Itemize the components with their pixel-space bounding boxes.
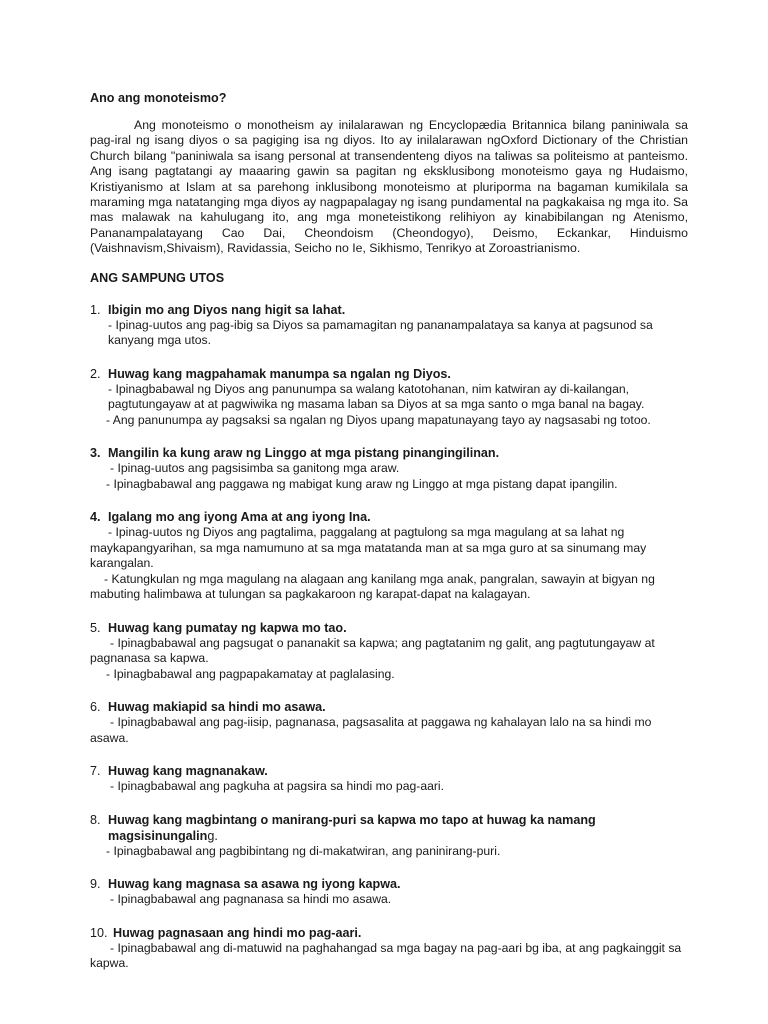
commandment-number: 2. xyxy=(90,366,101,381)
commandment-note: - Ipinagbabawal ang pagpapakamatay at paglalasing. xyxy=(106,666,395,681)
commandment-1 xyxy=(90,302,688,349)
commandments-list xyxy=(90,302,688,972)
commandment-7 xyxy=(90,763,688,795)
document-page xyxy=(90,90,688,989)
commandment-note: - Katungkulan ng mga magulang na alagaan ang kanilang mga anak, pangralan, sawayin at bigyan ng mabuting halimbawa at tulungan sa pagkakaroon ng karapat-dapat na kalagayan. xyxy=(90,571,655,602)
commandment-5 xyxy=(90,620,688,683)
commandment-title: Huwag kang magnasa sa asawa ng iyong kapwa. xyxy=(108,877,401,892)
commandment-note: - Ipinag-uutos ng Diyos ang pagtalima, paggalang at pagtulong sa mga magulang at sa lahat ng maykapangyarihan, sa mga namumuno at sa mga matatanda man at sa mga guro at sa sinumang may karangalan. xyxy=(90,525,647,571)
commandment-title: Huwag kang magbintang o manirang-puri sa kapwa mo tapo at huwag ka namang magsisinungalin xyxy=(108,812,596,843)
commandment-note: - Ipinagbabawal ang pagsugat o pananakit sa kapwa; ang pagtatanim ng galit, ang pagtutungayaw at pagnanasa sa kapwa. xyxy=(90,635,655,666)
commandment-note: - Ipinag-uutos ang pag-ibig sa Diyos sa pamamagitan ng pananampalataya sa kanya at pagsunod sa kanyang mga utos. xyxy=(108,317,653,348)
commandment-note: - Ipinagbabawal ang pagnanasa sa hindi mo asawa. xyxy=(110,892,392,907)
intro-paragraph: Ang monoteismo o monotheism ay inilalarawan ng Encyclopædia Britannica bilang paniniwala sa pag-iral ng isang diyos o sa pagiging isa ng diyos. Ito ay inilalarawan ngOxford Dictionary of the Christian Church bilang "paniniwala sa isang personal at transendenteng diyos na taliwas sa politeismo at panteismo. Ang isang pagtatangi ay maaaring gawin sa pagitan ng eksklusibong monoteismo gaya ng Hudaismo, Kristiyanismo at Islam at sa parehong inklusibong monoteismo at pluriporma na bagaman kumikilala sa maraming mga natatanging mga diyos ay nagpapalagay ng isang pundamental na pagkakaisa ng mga ito. Sa mas malawak na kahulugang ito, ang mga moneteistikong relihiyon ay kinabibilangan ng Atenismo, Pananampalatayang Cao Dai, Cheondoism (Cheondogyo), Deismo, Eckankar, Hinduismo (Vaishnavism,Shivaism), Ravidassia, Seicho no Ie, Sikhismo, Tenrikyo at Zoroastrianismo. xyxy=(90,118,688,256)
commandment-note: - Ipinagbabawal ang pag-iisip, pagnanasa, pagsasalita at paggawa ng kahalayan lalo na sa hindi mo asawa. xyxy=(90,715,652,745)
commandment-number: 5. xyxy=(90,620,101,635)
commandment-note: - Ipinagbabawal ang pagbibintang ng di-makatwiran, ang paninirang-puri. xyxy=(106,843,501,858)
commandment-title: Huwag pagnasaan ang hindi mo pag-aari. xyxy=(113,925,362,940)
commandment-number: 4. xyxy=(90,510,101,525)
commandment-4 xyxy=(90,509,688,603)
commandment-number: 3. xyxy=(90,446,101,461)
commandment-number: 7. xyxy=(90,764,101,779)
commandment-8 xyxy=(90,812,688,860)
commandment-note: - Ang panunumpa ay pagsaksi sa ngalan ng Diyos upang mapatunayang tayo ay nagsasabi ng totoo. xyxy=(106,412,651,427)
commandment-10 xyxy=(90,925,688,972)
commandment-number: 8. xyxy=(90,812,101,827)
commandment-title-wrap xyxy=(108,812,688,844)
commandment-number: 10. xyxy=(90,925,108,940)
commandment-title: Igalang mo ang iyong Ama at ang iyong Ina. xyxy=(108,510,371,525)
commandment-number: 9. xyxy=(90,877,101,892)
commandment-title: Huwag kang pumatay ng kapwa mo tao. xyxy=(108,620,347,635)
commandment-number: 6. xyxy=(90,700,101,715)
commandment-title: Ibigin mo ang Diyos nang higit sa lahat. xyxy=(108,302,346,317)
commandment-number: 1. xyxy=(90,302,101,317)
commandment-title: Huwag kang magnanakaw. xyxy=(108,764,268,779)
question-heading: Ano ang monoteismo? xyxy=(90,91,227,105)
commandment-title-tail: g. xyxy=(207,828,218,843)
commandment-note: - Ipinagbabawal ang paggawa ng mabigat kung araw ng Linggo at mga pistang dapat ipangilin. xyxy=(106,476,618,491)
commandment-note: - Ipinagbabawal ng Diyos ang panunumpa sa walang katotohanan, nim katwiran ay di-kailangan, pagtutungayaw at at pagwiwika ng masama laban sa Diyos at sa mga santo o mga banal na bagay. xyxy=(108,381,645,412)
commandment-title: Huwag kang magpahamak manumpa sa ngalan ng Diyos. xyxy=(108,366,451,381)
commandment-title: Mangilin ka kung araw ng Linggo at mga pistang pinangingilinan. xyxy=(108,446,500,461)
commandment-note: - Ipinag-uutos ang pagsisimba sa ganitong mga araw. xyxy=(110,461,400,476)
commandment-title: Huwag makiapid sa hindi mo asawa. xyxy=(108,700,326,715)
commandment-2 xyxy=(90,366,688,429)
section-title: ANG SAMPUNG UTOS xyxy=(90,270,225,285)
commandment-note: - Ipinagbabawal ang di-matuwid na paghahangad sa mga bagay na pag-aari bg iba, at ang pagkainggit sa kapwa. xyxy=(90,940,682,971)
commandment-note: - Ipinagbabawal ang pagkuha at pagsira sa hindi mo pag-aari. xyxy=(110,779,445,794)
commandment-3 xyxy=(90,445,688,492)
commandment-9 xyxy=(90,876,688,908)
commandment-6 xyxy=(90,699,688,746)
